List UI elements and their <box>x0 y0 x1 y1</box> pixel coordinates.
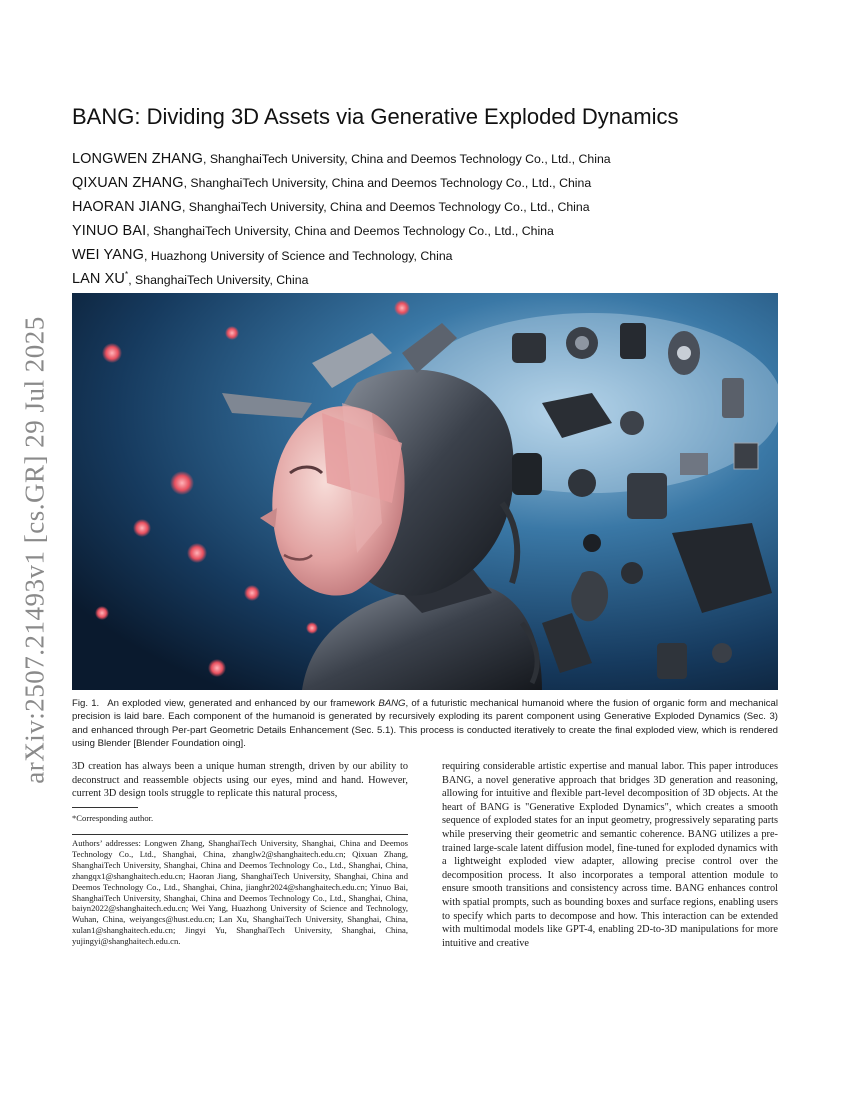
author-name: YINUO BAI <box>72 223 147 240</box>
teaser-figure <box>72 293 778 690</box>
author-entry <box>72 169 792 193</box>
arxiv-identifier: arXiv:2507.21493v1 [cs.GR] 29 Jul 2025 <box>19 316 50 784</box>
author-name: LONGWEN ZHANG <box>72 150 203 167</box>
author-affiliation: , ShanghaiTech University, China and Deemos Technology Co., Ltd., China <box>146 224 554 239</box>
corresponding-author-footnote: *Corresponding author. <box>72 813 154 823</box>
author-entry <box>72 145 792 169</box>
author-name: HAORAN JIANG <box>72 199 182 216</box>
exploded-humanoid-render <box>72 293 778 690</box>
author-list <box>72 145 792 314</box>
author-entry <box>72 193 792 217</box>
left-column <box>72 760 408 801</box>
paper-title: BANG: Dividing 3D Assets via Generative Exploded Dynamics <box>72 104 679 129</box>
framework-name: BANG <box>378 698 406 709</box>
author-entry <box>72 242 792 266</box>
author-affiliation: , ShanghaiTech University, China <box>128 272 309 287</box>
address-rule <box>72 834 408 835</box>
figure-label: Fig. 1. <box>72 698 100 709</box>
author-name: LAN XU* <box>72 270 129 288</box>
author-entry <box>72 217 792 241</box>
author-entry <box>72 266 792 290</box>
author-affiliation: , Huazhong University of Science and Technology, China <box>143 248 453 263</box>
author-affiliation: , ShanghaiTech University, China and Deemos Technology Co., Ltd., China <box>203 151 611 166</box>
authors-addresses: Authors’ addresses: Longwen Zhang, ShanghaiTech University, Shanghai, China and Deemos Technology Co., Ltd., Shanghai, China, zhanglw2@shanghaitech.edu.cn; Qixuan Zhang, ShanghaiTech University, Shanghai, China and Deemos Technology Co., Ltd., Shanghai, China, zhangqx1@shanghaitech.edu.cn; Haoran Jiang, ShanghaiTech University, Shanghai, China and Deemos Technology Co., Ltd., Shanghai, China, jianghr2024@shanghaitech.edu.cn; Yinuo Bai, ShanghaiTech University, Shanghai, China and Deemos Technology Co., Ltd., Shanghai, China, baiyn2022@shanghaitech.edu.cn; Wei Yang, Huazhong University of Science and Technology, Wuhan, China, weiyangcs@hust.edu.cn; Lan Xu, ShanghaiTech University, Shanghai, China, xulan1@shanghaitech.edu.cn; Jingyi Yu, ShanghaiTech University, Shanghai, China, yujingyi@shanghaitech.edu.cn. <box>72 838 408 947</box>
intro-paragraph-right: requiring considerable artistic expertise and manual labor. This paper introduces BANG, a novel generative approach that bridges 3D generation and reasoning, allowing for intuitive and flexible part-level decomposition of 3D objects. At the heart of BANG is "Generative Exploded Dynamics", which creates a smooth sequence of exploded states for an input geometry, progressively separating parts while preserving their geometric and semantic coherence. BANG utilizes a pre-trained large-scale latent diffusion model, fine-tuned for exploded dynamics with a lightweight exploded view adapter, allowing precise control over the decomposition process. It also incorporates a temporal attention module to ensure smooth transitions and consistency across time. BANG enhances control with spatial prompts, such as bounding boxes and surface regions, enabling users to specify which parts to decompose and how. This interaction can be extended with multimodal models like GPT-4, enabling 2D-to-3D manipulations for more intuitive and creative <box>442 761 778 949</box>
author-name: WEI YANG <box>72 247 144 264</box>
footnote-rule <box>72 807 138 808</box>
intro-paragraph-left: 3D creation has always been a unique human strength, driven by our ability to deconstruct and reassemble objects using our eyes, mind and hand. However, current 3D design tools struggle to replicate this natural process, <box>72 761 408 800</box>
figure-caption: Fig. 1. An exploded view, generated and enhanced by our framework BANG, of a futuristic mechanical humanoid where the fusion of organic form and mechanical precision is laid bare. Each component of the humanoid is generated by recursively exploding its parent component using Generative Exploded Dynamics (Sec. 3) and enhanced through Per-part Geometric Details Enhancement (Sec. 5.1). This process is conducted iteratively to create the final exploded view, which is rendered using Blender [Blender Foundation oing]. <box>72 698 778 749</box>
author-name: QIXUAN ZHANG <box>72 174 184 191</box>
author-affiliation: , ShanghaiTech University, China and Deemos Technology Co., Ltd., China <box>181 200 590 215</box>
right-column <box>442 760 778 950</box>
author-affiliation: , ShanghaiTech University, China and Deemos Technology Co., Ltd., China <box>183 175 592 190</box>
arxiv-sidebar-stamp <box>10 300 60 800</box>
